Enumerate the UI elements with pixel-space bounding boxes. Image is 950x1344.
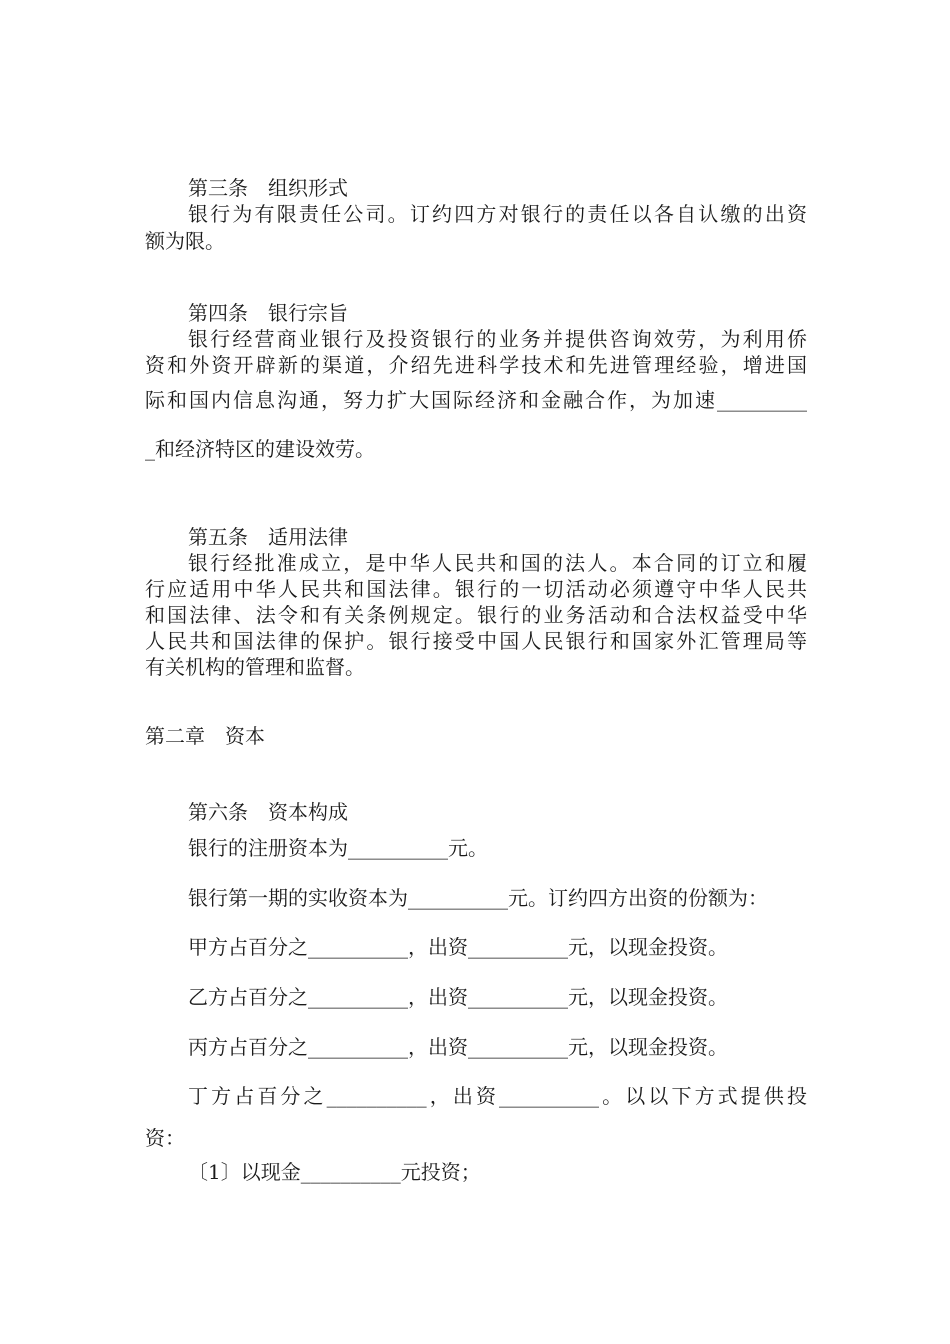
article-3-text-line: 额为限。 [145, 229, 225, 253]
party-a-share-line: 甲方占百分之__________，出资__________元，以现金投资。 [188, 935, 728, 959]
party-d-share-line: 丁方占百分之__________，出资__________。以以下方式提供投 [188, 1084, 807, 1108]
article-5-text-line: 行应适用中华人民共和国法律。银行的一切活动必须遵守中华人民共 [145, 577, 807, 601]
cash-investment-item: 〔1〕以现金__________元投资； [188, 1160, 481, 1184]
article-3-heading: 第三条 组织形式 [188, 176, 348, 200]
paid-in-capital-line: 银行第一期的实收资本为__________元。订约四方出资的份额为： [188, 886, 768, 910]
article-4-text-line: _和经济特区的建设效劳。 [145, 437, 375, 461]
article-5-text-line: 和国法律、法令和有关条例规定。银行的业务活动和合法权益受中华 [145, 603, 807, 627]
party-c-share-line: 丙方占百分之__________，出资__________元，以现金投资。 [188, 1035, 728, 1059]
article-4-text-line: 际和国内信息沟通，努力扩大国际经济和金融合作，为加速_________ [145, 388, 807, 412]
registered-capital-line: 银行的注册资本为__________元。 [188, 836, 488, 860]
article-4-heading: 第四条 银行宗旨 [188, 301, 348, 325]
party-d-share-line-cont: 资： [145, 1126, 185, 1150]
chapter-2-heading: 第二章 资本 [145, 724, 265, 748]
article-5-text-line: 有关机构的管理和监督。 [145, 655, 365, 679]
article-5-heading: 第五条 适用法律 [188, 525, 348, 549]
article-4-text-line: 资和外资开辟新的渠道，介绍先进科学技术和先进管理经验，增进国 [145, 353, 807, 377]
party-b-share-line: 乙方占百分之__________，出资__________元，以现金投资。 [188, 985, 728, 1009]
article-5-text-line: 银行经批准成立，是中华人民共和国的法人。本合同的订立和履 [188, 551, 807, 575]
article-4-text-line: 银行经营商业银行及投资银行的业务并提供咨询效劳，为利用侨 [188, 327, 807, 351]
article-5-text-line: 人民共和国法律的保护。银行接受中国人民银行和国家外汇管理局等 [145, 629, 807, 653]
article-3-text-line: 银行为有限责任公司。订约四方对银行的责任以各自认缴的出资 [188, 202, 807, 226]
article-6-heading: 第六条 资本构成 [188, 800, 348, 824]
